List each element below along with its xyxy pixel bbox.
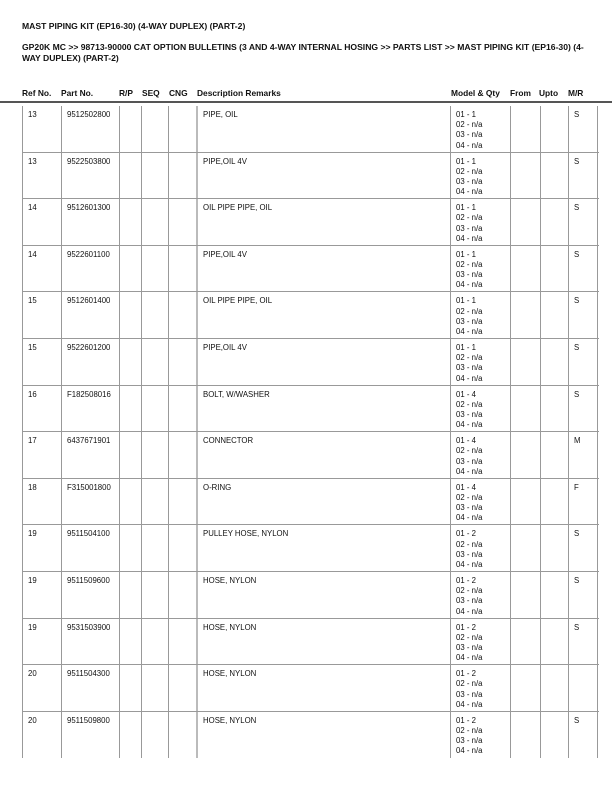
description-cell: HOSE, NYLON — [196, 712, 450, 758]
seq-cell — [141, 665, 168, 711]
model-qty-cell — [450, 386, 510, 432]
from-cell — [510, 525, 540, 571]
ref-cell: 16 — [22, 386, 61, 432]
ref-cell: 20 — [22, 665, 61, 711]
cng-cell — [168, 386, 196, 432]
model-qty-line: 03 - n/a — [456, 316, 483, 326]
from-cell — [510, 292, 540, 338]
model-qty-line: 01 - 1 — [456, 296, 476, 306]
table-header — [0, 88, 612, 102]
table-row — [22, 106, 599, 153]
header-rp: R/P — [119, 88, 133, 98]
model-qty-line: 01 - 2 — [456, 715, 476, 725]
upto-cell — [540, 153, 568, 199]
seq-cell — [141, 619, 168, 665]
mr-cell: S — [568, 292, 598, 338]
part-number-cell: 9512601400 — [61, 292, 119, 338]
table-row — [22, 619, 599, 666]
model-qty-line: 01 - 2 — [456, 669, 476, 679]
description-cell: CONNECTOR — [196, 432, 450, 478]
header-mr: M/R — [568, 88, 584, 98]
cng-cell — [168, 665, 196, 711]
description-cell: PIPE,OIL 4V — [196, 153, 450, 199]
upto-cell — [540, 199, 568, 245]
from-cell — [510, 432, 540, 478]
ref-cell: 15 — [22, 339, 61, 385]
cng-cell — [168, 572, 196, 618]
ref-cell: 15 — [22, 292, 61, 338]
mr-cell: S — [568, 199, 598, 245]
table-row — [22, 572, 599, 619]
rp-cell — [119, 339, 141, 385]
model-qty-cell — [450, 665, 510, 711]
cng-cell — [168, 479, 196, 525]
model-qty-cell — [450, 572, 510, 618]
rp-cell — [119, 292, 141, 338]
upto-cell — [540, 339, 568, 385]
model-qty-line: 01 - 1 — [456, 156, 476, 166]
cng-cell — [168, 339, 196, 385]
model-qty-line: 03 - n/a — [456, 596, 483, 606]
model-qty-line: 02 - n/a — [456, 632, 483, 642]
model-qty-line: 02 - n/a — [456, 725, 483, 735]
model-qty-cell — [450, 246, 510, 292]
description-cell: OIL PIPE PIPE, OIL — [196, 292, 450, 338]
table-row — [22, 712, 599, 758]
from-cell — [510, 246, 540, 292]
model-qty-line: 04 - n/a — [456, 466, 483, 476]
seq-cell — [141, 246, 168, 292]
model-qty-line: 02 - n/a — [456, 492, 483, 502]
cng-cell — [168, 712, 196, 758]
seq-cell — [141, 153, 168, 199]
upto-cell — [540, 292, 568, 338]
header-ref: Ref No. — [22, 88, 52, 98]
model-qty-line: 03 - n/a — [456, 689, 483, 699]
upto-cell — [540, 525, 568, 571]
part-number-cell: F315001800 — [61, 479, 119, 525]
description-cell: BOLT, W/WASHER — [196, 386, 450, 432]
model-qty-line: 01 - 4 — [456, 389, 476, 399]
ref-cell: 14 — [22, 199, 61, 245]
part-number-cell: 9511509600 — [61, 572, 119, 618]
table-row — [22, 386, 599, 433]
rp-cell — [119, 572, 141, 618]
part-number-cell: 9522601100 — [61, 246, 119, 292]
model-qty-line: 03 - n/a — [456, 270, 483, 280]
part-number-cell: 9522601200 — [61, 339, 119, 385]
mr-cell: S — [568, 619, 598, 665]
seq-cell — [141, 199, 168, 245]
cng-cell — [168, 292, 196, 338]
rp-cell — [119, 619, 141, 665]
header-part: Part No. — [61, 88, 94, 98]
model-qty-cell — [450, 432, 510, 478]
model-qty-line: 01 - 1 — [456, 342, 476, 352]
model-qty-line: 01 - 1 — [456, 203, 476, 213]
part-number-cell: 9511509800 — [61, 712, 119, 758]
ref-cell: 19 — [22, 619, 61, 665]
rp-cell — [119, 712, 141, 758]
description-cell: PIPE,OIL 4V — [196, 246, 450, 292]
mr-cell: S — [568, 246, 598, 292]
rp-cell — [119, 199, 141, 245]
model-qty-cell — [450, 712, 510, 758]
part-number-cell: 9522503800 — [61, 153, 119, 199]
mr-cell: S — [568, 572, 598, 618]
description-cell: O-RING — [196, 479, 450, 525]
model-qty-line: 04 - n/a — [456, 187, 483, 197]
part-number-cell: 9511504300 — [61, 665, 119, 711]
cng-cell — [168, 199, 196, 245]
upto-cell — [540, 479, 568, 525]
page-title: MAST PIPING KIT (EP16-30) (4-WAY DUPLEX) (PART-2) — [22, 21, 246, 31]
model-qty-line: 03 - n/a — [456, 363, 483, 373]
header-divider — [0, 101, 612, 103]
model-qty-line: 03 - n/a — [456, 130, 483, 140]
model-qty-line: 03 - n/a — [456, 409, 483, 419]
from-cell — [510, 619, 540, 665]
description-cell: PIPE, OIL — [196, 106, 450, 152]
part-number-cell: 9511504100 — [61, 525, 119, 571]
rp-cell — [119, 525, 141, 571]
model-qty-line: 03 - n/a — [456, 642, 483, 652]
upto-cell — [540, 246, 568, 292]
model-qty-line: 02 - n/a — [456, 213, 483, 223]
upto-cell — [540, 665, 568, 711]
rp-cell — [119, 153, 141, 199]
upto-cell — [540, 619, 568, 665]
model-qty-line: 02 - n/a — [456, 446, 483, 456]
model-qty-line: 04 - n/a — [456, 140, 483, 150]
model-qty-line: 02 - n/a — [456, 353, 483, 363]
model-qty-line: 03 - n/a — [456, 456, 483, 466]
cng-cell — [168, 246, 196, 292]
model-qty-cell — [450, 292, 510, 338]
part-number-cell: 9512601300 — [61, 199, 119, 245]
part-number-cell: F182508016 — [61, 386, 119, 432]
mr-cell: M — [568, 432, 598, 478]
model-qty-line: 04 - n/a — [456, 326, 483, 336]
model-qty-line: 02 - n/a — [456, 679, 483, 689]
model-qty-line: 04 - n/a — [456, 699, 483, 709]
mr-cell: S — [568, 339, 598, 385]
cng-cell — [168, 619, 196, 665]
model-qty-line: 04 - n/a — [456, 280, 483, 290]
model-qty-cell — [450, 619, 510, 665]
model-qty-line: 03 - n/a — [456, 223, 483, 233]
rp-cell — [119, 106, 141, 152]
seq-cell — [141, 525, 168, 571]
header-seq: SEQ — [142, 88, 160, 98]
ref-cell: 19 — [22, 572, 61, 618]
from-cell — [510, 199, 540, 245]
part-number-cell: 9531503900 — [61, 619, 119, 665]
mr-cell: S — [568, 106, 598, 152]
ref-cell: 13 — [22, 153, 61, 199]
model-qty-line: 03 - n/a — [456, 549, 483, 559]
upto-cell — [540, 432, 568, 478]
parts-table — [22, 106, 599, 758]
header-from: From — [510, 88, 531, 98]
table-row — [22, 432, 599, 479]
rp-cell — [119, 432, 141, 478]
ref-cell: 20 — [22, 712, 61, 758]
model-qty-line: 02 - n/a — [456, 166, 483, 176]
ref-cell: 18 — [22, 479, 61, 525]
seq-cell — [141, 339, 168, 385]
seq-cell — [141, 432, 168, 478]
model-qty-line: 04 - n/a — [456, 233, 483, 243]
model-qty-line: 01 - 2 — [456, 622, 476, 632]
table-row — [22, 339, 599, 386]
table-row — [22, 479, 599, 526]
ref-cell: 17 — [22, 432, 61, 478]
upto-cell — [540, 386, 568, 432]
description-cell: OIL PIPE PIPE, OIL — [196, 199, 450, 245]
model-qty-line: 03 - n/a — [456, 177, 483, 186]
header-upto: Upto — [539, 88, 559, 98]
ref-cell: 19 — [22, 525, 61, 571]
part-number-cell: 9512502800 — [61, 106, 119, 152]
model-qty-line: 01 - 1 — [456, 110, 476, 119]
model-qty-line: 03 - n/a — [456, 736, 483, 746]
model-qty-line: 04 - n/a — [456, 559, 483, 569]
header-model-qty: Model & Qty — [451, 88, 500, 98]
mr-cell: S — [568, 525, 598, 571]
description-cell: PULLEY HOSE, NYLON — [196, 525, 450, 571]
model-qty-line: 04 - n/a — [456, 653, 483, 663]
table-row — [22, 153, 599, 200]
cng-cell — [168, 432, 196, 478]
model-qty-cell — [450, 339, 510, 385]
cng-cell — [168, 153, 196, 199]
ref-cell: 13 — [22, 106, 61, 152]
model-qty-line: 04 - n/a — [456, 746, 483, 756]
mr-cell — [568, 665, 598, 711]
table-row — [22, 292, 599, 339]
from-cell — [510, 106, 540, 152]
from-cell — [510, 339, 540, 385]
model-qty-line: 02 - n/a — [456, 539, 483, 549]
from-cell — [510, 712, 540, 758]
model-qty-line: 02 - n/a — [456, 586, 483, 596]
model-qty-cell — [450, 525, 510, 571]
mr-cell: S — [568, 386, 598, 432]
seq-cell — [141, 386, 168, 432]
ref-cell: 14 — [22, 246, 61, 292]
mr-cell: S — [568, 153, 598, 199]
rp-cell — [119, 479, 141, 525]
from-cell — [510, 572, 540, 618]
seq-cell — [141, 106, 168, 152]
model-qty-line: 02 - n/a — [456, 399, 483, 409]
model-qty-line: 04 - n/a — [456, 513, 483, 523]
model-qty-line: 03 - n/a — [456, 503, 483, 513]
from-cell — [510, 665, 540, 711]
table-row — [22, 199, 599, 246]
model-qty-line: 01 - 4 — [456, 436, 476, 446]
upto-cell — [540, 712, 568, 758]
upto-cell — [540, 106, 568, 152]
breadcrumb: GP20K MC >> 98713-90000 CAT OPTION BULLETINS (3 AND 4-WAY INTERNAL HOSING >> PARTS LIST >> MAST PIPING KIT (EP16-30) (4-WAY DUPLEX) (PART-2) — [22, 42, 584, 63]
table-row — [22, 665, 599, 712]
from-cell — [510, 479, 540, 525]
model-qty-line: 04 - n/a — [456, 420, 483, 430]
description-cell: HOSE, NYLON — [196, 572, 450, 618]
from-cell — [510, 386, 540, 432]
model-qty-line: 01 - 4 — [456, 482, 476, 492]
from-cell — [510, 153, 540, 199]
table-row — [22, 525, 599, 572]
model-qty-cell — [450, 153, 510, 199]
seq-cell — [141, 712, 168, 758]
model-qty-line: 02 - n/a — [456, 259, 483, 269]
header-desc: Description Remarks — [197, 88, 281, 98]
model-qty-line: 01 - 2 — [456, 575, 476, 585]
part-number-cell: 6437671901 — [61, 432, 119, 478]
model-qty-line: 01 - 1 — [456, 249, 476, 259]
mr-cell: F — [568, 479, 598, 525]
mr-cell: S — [568, 712, 598, 758]
model-qty-line: 04 - n/a — [456, 373, 483, 383]
model-qty-cell — [450, 106, 510, 152]
rp-cell — [119, 665, 141, 711]
rp-cell — [119, 386, 141, 432]
header-cng: CNG — [169, 88, 188, 98]
model-qty-cell — [450, 479, 510, 525]
model-qty-line: 02 - n/a — [456, 306, 483, 316]
model-qty-line: 02 - n/a — [456, 120, 483, 130]
description-cell: HOSE, NYLON — [196, 619, 450, 665]
model-qty-cell — [450, 199, 510, 245]
cng-cell — [168, 525, 196, 571]
cng-cell — [168, 106, 196, 152]
rp-cell — [119, 246, 141, 292]
model-qty-line: 04 - n/a — [456, 606, 483, 616]
upto-cell — [540, 572, 568, 618]
table-row — [22, 246, 599, 293]
description-cell: HOSE, NYLON — [196, 665, 450, 711]
seq-cell — [141, 479, 168, 525]
model-qty-line: 01 - 2 — [456, 529, 476, 539]
seq-cell — [141, 572, 168, 618]
description-cell: PIPE,OIL 4V — [196, 339, 450, 385]
seq-cell — [141, 292, 168, 338]
